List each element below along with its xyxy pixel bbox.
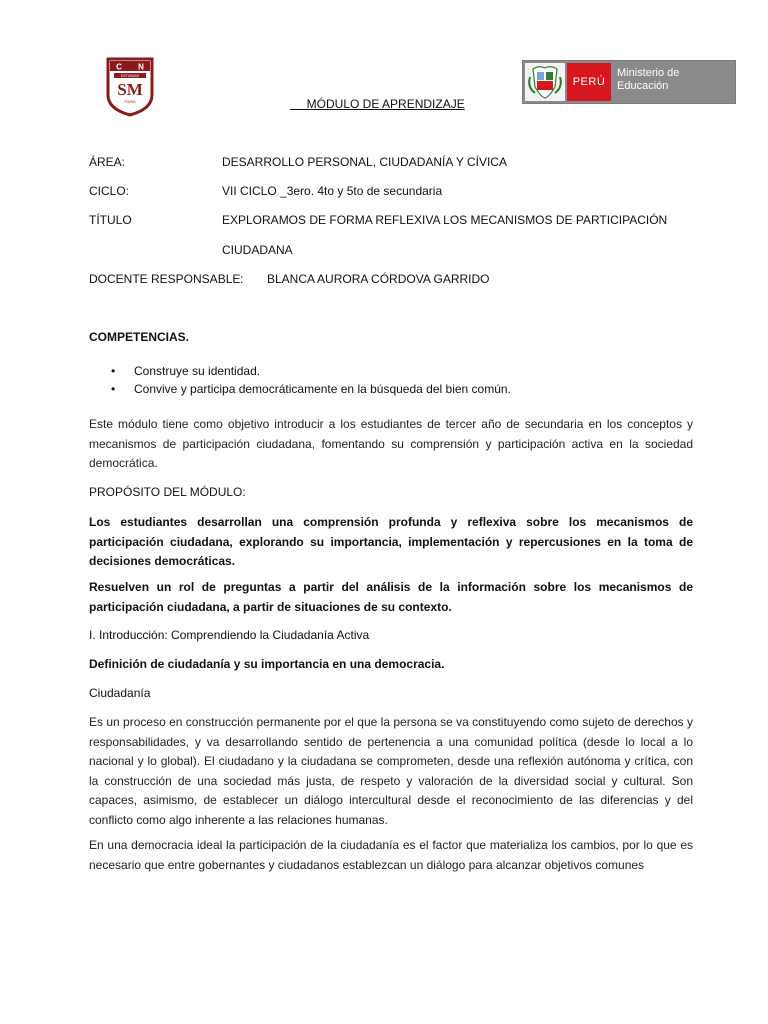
competencias-list <box>89 362 511 398</box>
ciudadania-heading: Ciudadanía <box>89 686 151 700</box>
ministry-line2: Educación <box>617 80 669 92</box>
list-item <box>89 380 511 398</box>
ciclo-value: VII CICLO _3ero. 4to y 5to de secundaria <box>222 184 443 198</box>
list-item-text: Convive y participa democráticamente en la búsqueda del bien común. <box>134 382 511 396</box>
list-item <box>89 362 511 380</box>
ciclo-label: CICLO: <box>89 184 130 198</box>
docente-separator: : <box>240 272 244 286</box>
proposito-heading: PROPÓSITO DEL MÓDULO: <box>89 485 246 499</box>
proposito-paragraph-2: Resuelven un rol de preguntas a partir del análisis de la información sobre los mecanismos de participación ciudadana, a partir de situaciones de su contexto. <box>89 580 693 614</box>
proposito-paragraph-1: Los estudiantes desarrollan una comprensión profunda y reflexiva sobre los mecanismos de participación ciudadana, explorando su importancia, implementación y repercusiones en la toma de decisiones democráticas. <box>89 515 693 568</box>
competencias-heading: COMPETENCIAS. <box>89 330 190 344</box>
intro-paragraph: Este módulo tiene como objetivo introducir a los estudiantes de tercer año de secundaria en los conceptos y mecanismos de participación ciudadana, fomentando su comprensión y participación activa en la sociedad democrática. <box>89 417 693 470</box>
ministry-name <box>617 67 733 93</box>
ministry-logo <box>522 60 736 104</box>
docente-value: BLANCA AURORA CÓRDOVA GARRIDO <box>267 272 490 286</box>
bullet-icon: • <box>111 382 116 396</box>
list-item-text: Construye su identidad. <box>134 364 261 378</box>
docente-label: DOCENTE RESPONSABLE <box>89 272 241 286</box>
section-introduccion: I. Introducción: Comprendiendo la Ciudadanía Activa <box>89 628 370 642</box>
crest-monogram: SM <box>117 80 143 99</box>
peru-shield-icon <box>525 63 565 101</box>
ciudadania-paragraph-2: En una democracia ideal la participación de la ciudadanía es el factor que materializa los cambios, por lo que es necesario que entre gobernantes y ciudadanos establezcan un diálogo para alcanzar objetivos comunes <box>89 838 693 872</box>
titulo-value-line1: EXPLORAMOS DE FORMA REFLEXIVA LOS MECANISMOS DE PARTICIPACIÓN <box>222 213 668 227</box>
definicion-line: Definición de ciudadanía y su importancia en una democracia. <box>89 657 445 671</box>
school-crest-logo <box>106 57 154 117</box>
ciudadania-paragraph-1: Es un proceso en construcción permanente por el que la persona se va constituyendo como sujeto de derechos y responsabilidades, y va desarrollando sentido de pertenencia a una comunidad política (desde lo local a lo nacional y lo global). El ciudadano y la ciudadana se comprometen, desde una reflexión autónoma y crítica, con la construcción de una sociedad más justa, de respeto y valoración de la diversidad social y cultural. Son capaces, asimismo, de establecer un diálogo intercultural desde el reconocimiento de las diferencias y del conflicto como algo inherente a las relaciones humanas. <box>89 715 693 827</box>
peru-label: PERÚ <box>567 63 611 101</box>
titulo-value-line2: CIUDADANA <box>222 243 293 257</box>
crest-banner: ESTUDIAR <box>120 74 140 78</box>
bullet-icon: • <box>111 364 116 378</box>
area-label: ÁREA: <box>89 155 126 169</box>
crest-letter-c: C <box>116 62 122 72</box>
titulo-label: TÍTULO <box>89 213 132 227</box>
document-title: MÓDULO DE APRENDIZAJE <box>290 97 465 111</box>
area-value: DESARROLLO PERSONAL, CIUDADANÍA Y CÍVICA <box>222 155 507 169</box>
crest-bottom-text: PIURA <box>124 100 136 104</box>
ministry-line1: Ministerio de <box>617 67 680 79</box>
crest-letter-n: N <box>138 62 144 72</box>
